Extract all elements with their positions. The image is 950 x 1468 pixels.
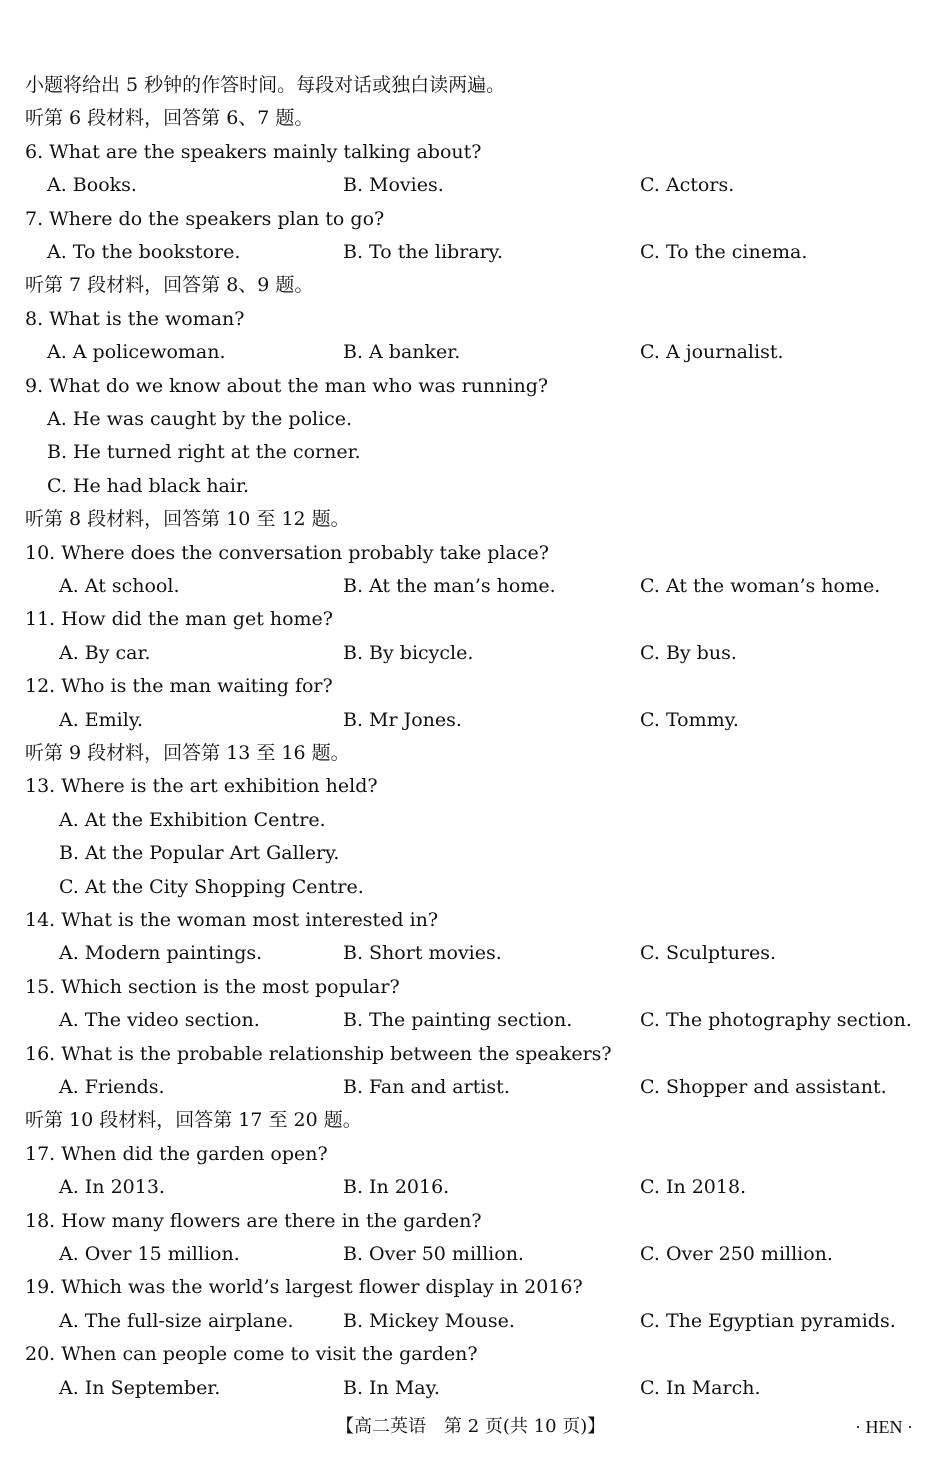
answer-option: B. By bicycle. bbox=[343, 641, 474, 664]
answer-option: A. Books. bbox=[47, 174, 137, 197]
answer-option: A. At the Exhibition Centre. bbox=[59, 808, 326, 831]
question-stem: 6. What are the speakers mainly talking about? bbox=[25, 140, 482, 163]
question-stem: 10. Where does the conversation probably take place? bbox=[25, 541, 549, 564]
page-footer bbox=[0, 1412, 950, 1442]
question-stem: 7. Where do the speakers plan to go? bbox=[25, 207, 385, 230]
answer-option: B. At the Popular Art Gallery. bbox=[59, 842, 340, 865]
answer-option: A. At school. bbox=[59, 575, 180, 597]
question-stem: 12. Who is the man waiting for? bbox=[25, 675, 333, 698]
answer-option: C. At the woman’s home. bbox=[640, 575, 881, 597]
answer-option: A. Emily. bbox=[59, 708, 144, 731]
section-heading: 听第 6 段材料，回答第 6、7 题。 bbox=[25, 107, 314, 130]
answer-option: A. He was caught by the police. bbox=[47, 408, 353, 430]
answer-option: B. He turned right at the corner. bbox=[47, 441, 361, 464]
question-stem: 16. What is the probable relationship between the speakers? bbox=[25, 1042, 612, 1065]
answer-option: A. Over 15 million. bbox=[59, 1243, 240, 1265]
question-stem: 15. Which section is the most popular? bbox=[25, 975, 400, 998]
answer-option: C. The Egyptian pyramids. bbox=[640, 1309, 896, 1332]
answer-option: B. Mr Jones. bbox=[343, 708, 462, 731]
answer-option: C. Actors. bbox=[640, 174, 735, 197]
answer-option: C. The photography section. bbox=[640, 1009, 912, 1032]
answer-option: B. Mickey Mouse. bbox=[343, 1309, 515, 1332]
answer-option: B. The painting section. bbox=[343, 1009, 573, 1032]
answer-option: A. A policewoman. bbox=[47, 341, 226, 364]
question-stem: 19. Which was the world’s largest flower display in 2016? bbox=[25, 1276, 583, 1299]
answer-option: B. A banker. bbox=[343, 341, 461, 364]
answer-option: A. Friends. bbox=[59, 1076, 165, 1098]
question-stem: 18. How many flowers are there in the garden? bbox=[25, 1209, 482, 1232]
answer-option: C. He had black hair. bbox=[47, 474, 249, 497]
answer-option: B. Movies. bbox=[343, 174, 444, 197]
answer-option: A. The full-size airplane. bbox=[59, 1309, 294, 1332]
question-stem: 20. When can people come to visit the garden? bbox=[25, 1343, 478, 1366]
answer-option: C. To the cinema. bbox=[640, 241, 808, 263]
answer-option: C. Sculptures. bbox=[640, 942, 777, 965]
instruction-text: 小题将给出 5 秒钟的作答时间。每段对话或独白读两遍。 bbox=[25, 74, 506, 96]
question-stem: 9. What do we know about the man who was running? bbox=[25, 374, 549, 397]
answer-option: C. A journalist. bbox=[640, 341, 784, 364]
answer-option: C. Tommy. bbox=[640, 708, 739, 731]
answer-option: C. In March. bbox=[640, 1376, 761, 1399]
answer-option: C. At the City Shopping Centre. bbox=[59, 875, 364, 898]
answer-option: A. Modern paintings. bbox=[59, 942, 263, 965]
answer-option: B. Short movies. bbox=[343, 942, 502, 965]
section-heading: 听第 9 段材料，回答第 13 至 16 题。 bbox=[25, 742, 350, 764]
answer-option: B. In May. bbox=[343, 1376, 440, 1399]
question-stem: 17. When did the garden open? bbox=[25, 1142, 328, 1165]
answer-option: A. By car. bbox=[59, 641, 151, 664]
answer-option: A. In 2013. bbox=[59, 1176, 165, 1199]
answer-option: C. By bus. bbox=[640, 641, 737, 664]
question-stem: 14. What is the woman most interested in? bbox=[25, 909, 439, 931]
answer-option: B. Fan and artist. bbox=[343, 1076, 510, 1098]
answer-option: B. In 2016. bbox=[343, 1176, 450, 1199]
section-heading: 听第 10 段材料，回答第 17 至 20 题。 bbox=[25, 1109, 362, 1132]
question-stem: 13. Where is the art exhibition held? bbox=[25, 775, 378, 798]
paper-code-label: · HEN · bbox=[855, 1417, 913, 1437]
answer-option: C. In 2018. bbox=[640, 1176, 747, 1199]
question-stem: 11. How did the man get home? bbox=[25, 608, 333, 631]
answer-option: A. The video section. bbox=[59, 1009, 260, 1032]
answer-option: B. Over 50 million. bbox=[343, 1243, 524, 1265]
page-number-label: 【高二英语 第 2 页(共 10 页)】 bbox=[336, 1416, 606, 1437]
answer-option: A. To the bookstore. bbox=[47, 241, 241, 263]
answer-option: C. Over 250 million. bbox=[640, 1243, 833, 1265]
section-heading: 听第 8 段材料，回答第 10 至 12 题。 bbox=[25, 508, 350, 531]
answer-option: B. To the library. bbox=[343, 241, 503, 263]
answer-option: B. At the man’s home. bbox=[343, 575, 556, 597]
answer-option: A. In September. bbox=[59, 1376, 221, 1399]
section-heading: 听第 7 段材料，回答第 8、9 题。 bbox=[25, 274, 314, 297]
question-stem: 8. What is the woman? bbox=[25, 307, 245, 330]
answer-option: C. Shopper and assistant. bbox=[640, 1076, 887, 1098]
